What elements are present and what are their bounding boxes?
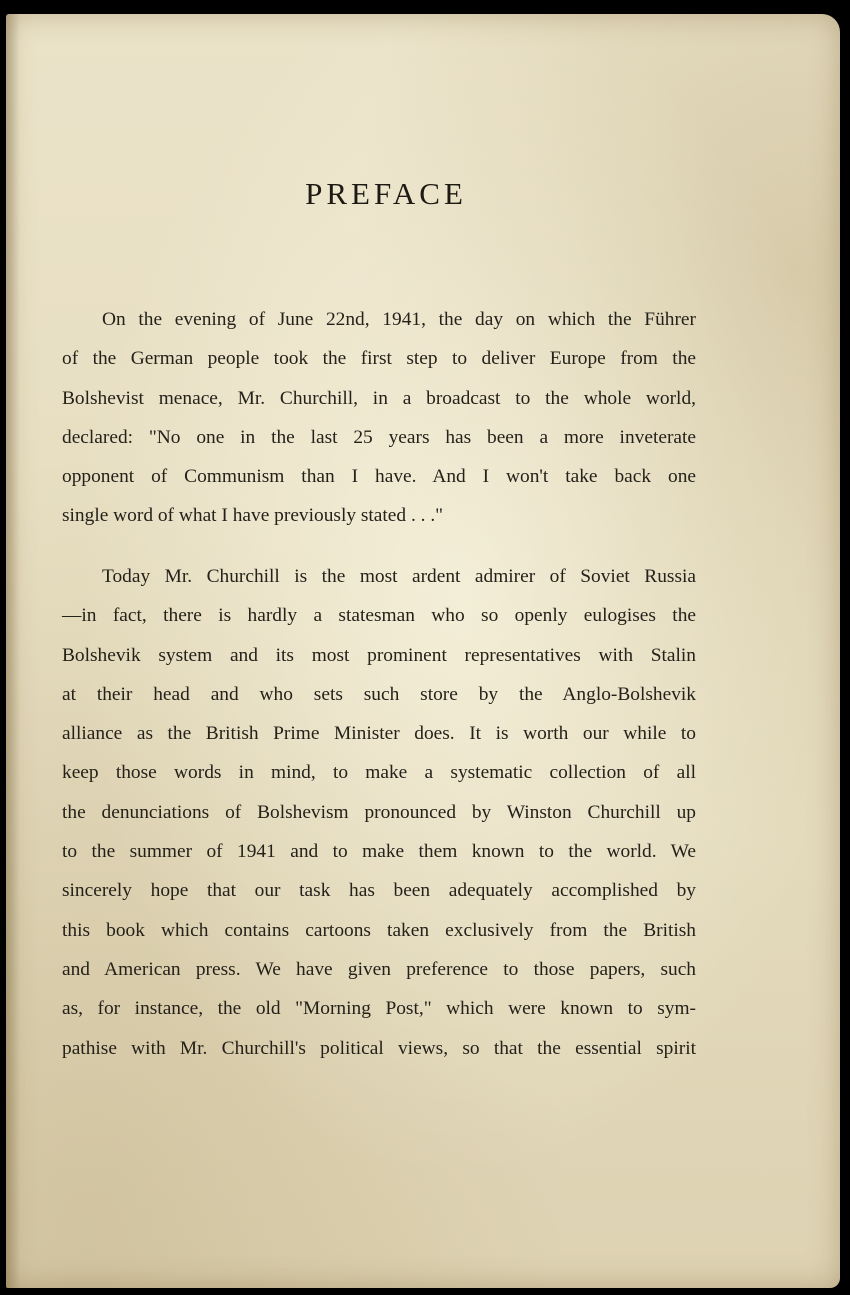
text-line: keep those words in mind, to make a systematic collection of all	[62, 762, 696, 784]
text-line: at their head and who sets such store by the Anglo-Bolshevik	[62, 683, 696, 705]
text-line: to the summer of 1941 and to make them known to the world. We	[62, 841, 696, 863]
text-line: pathise with Mr. Churchill's political views, so that the essential spirit	[62, 1037, 696, 1059]
text-line: Today Mr. Churchill is the most ardent admirer of Soviet Russia	[102, 566, 696, 587]
text-line: single word of what I have previously stated . . ."	[62, 505, 444, 527]
paragraph-2	[62, 557, 696, 1068]
text-line: as, for instance, the old "Morning Post," which were known to sym-	[62, 998, 696, 1020]
text-line: of the German people took the first step to deliver Europe from the	[62, 348, 696, 370]
text-line: and American press. We have given preference to those papers, such	[62, 958, 696, 980]
page-heading: PREFACE	[305, 176, 467, 211]
text-line: declared: "No one in the last 25 years has been a more inveterate	[62, 426, 696, 448]
paragraph-1	[62, 300, 696, 536]
text-line: On the evening of June 22nd, 1941, the day on which the Führer	[102, 309, 696, 330]
text-line: the denunciations of Bolshevism pronounced by Winston Churchill up	[62, 801, 696, 823]
text-line: —in fact, there is hardly a statesman who so openly eulogises the	[62, 605, 696, 627]
text-line: alliance as the British Prime Minister does. It is worth our while to	[62, 723, 696, 745]
book-page	[6, 14, 840, 1288]
text-line: sincerely hope that our task has been adequately accomplished by	[62, 880, 696, 902]
text-line: Bolshevist menace, Mr. Churchill, in a broadcast to the whole world,	[62, 387, 696, 409]
text-line: this book which contains cartoons taken exclusively from the British	[62, 919, 696, 941]
text-line: Bolshevik system and its most prominent representatives with Stalin	[62, 644, 696, 666]
text-line: opponent of Communism than I have. And I won't take back one	[62, 466, 696, 488]
